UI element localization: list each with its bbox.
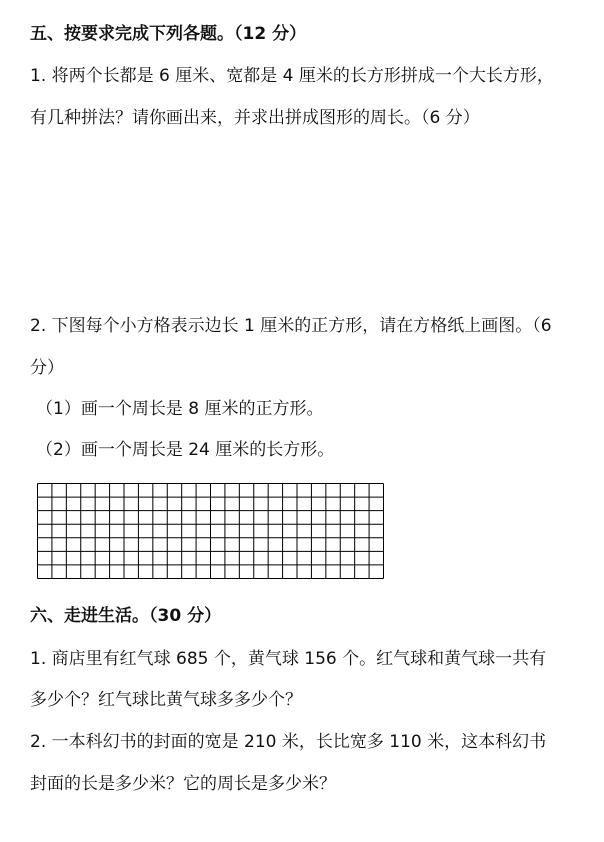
question-2-line-1: 2. 下图每个小方格表示边长 1 厘米的正方形，请在方格纸上画图。（6	[30, 316, 552, 336]
question-2-subitem-2: （2）画一个周长是 24 厘米的长方形。	[36, 440, 335, 460]
life-question-1-line-1: 1. 商店里有红气球 685 个，黄气球 156 个。红气球和黄气球一共有	[30, 649, 547, 669]
question-1-line-2: 有几种拼法？请你画出来，并求出拼成图形的周长。（6 分）	[30, 108, 480, 128]
life-question-1-line-2: 多少个？红气球比黄气球多多少个？	[30, 690, 302, 710]
square-grid-paper	[37, 483, 384, 579]
question-1-line-1: 1. 将两个长都是 6 厘米、宽都是 4 厘米的长方形拼成一个大长方形，	[30, 66, 554, 86]
question-2-subitem-1: （1）画一个周长是 8 厘米的正方形。	[36, 399, 324, 419]
section-5-title: 五、按要求完成下列各题。（12 分）	[30, 24, 307, 44]
life-question-2-line-2: 封面的长是多少米？它的周长是多少米？	[30, 774, 336, 794]
section-6-title: 六、走进生活。（30 分）	[30, 606, 222, 626]
life-question-2-line-1: 2. 一本科幻书的封面的宽是 210 米，长比宽多 110 米，这本科幻书	[30, 732, 547, 752]
question-2-line-2: 分）	[30, 358, 64, 378]
